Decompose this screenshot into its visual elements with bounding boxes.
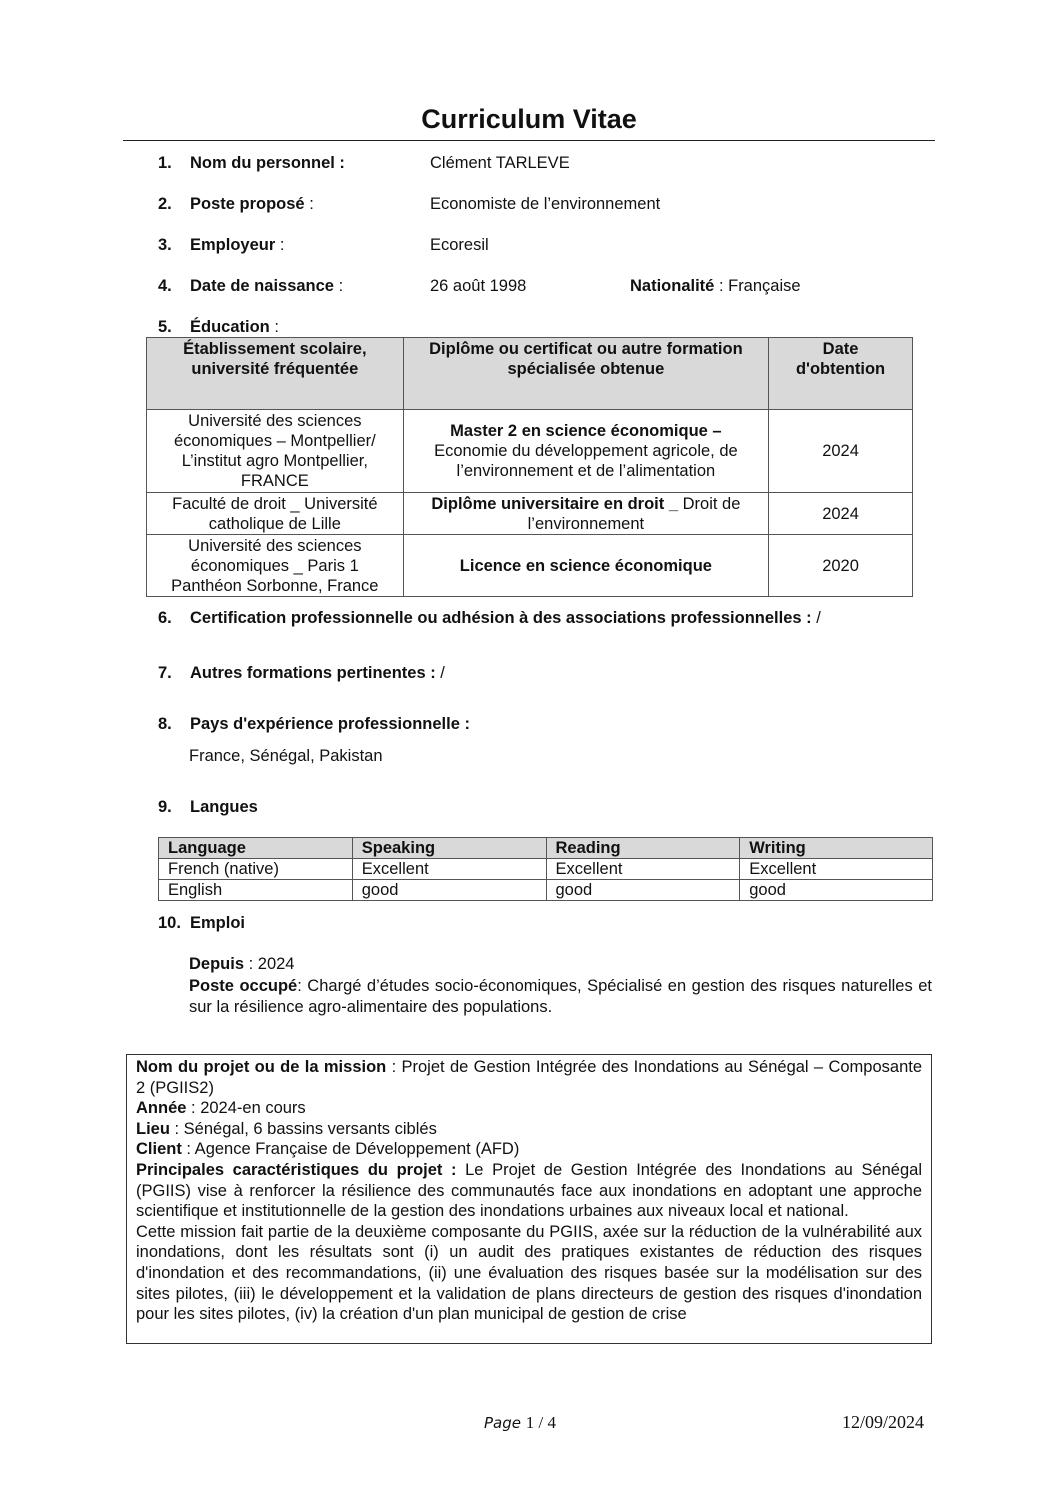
education-table — [146, 337, 913, 597]
cell-school: Université des sciences économiques – Montpellier/ L’institut agro Montpellier, FRANCE — [147, 410, 404, 493]
languages-table — [158, 837, 933, 901]
document-title: Curriculum Vitae — [421, 104, 637, 134]
section-number: 5. — [158, 318, 172, 336]
header-speaking: Speaking — [352, 838, 546, 859]
project-box — [126, 1054, 932, 1344]
section-number: 7. — [158, 664, 172, 682]
cell-school: Université des sciences économiques _ Paris 1 Panthéon Sorbonne, France — [147, 535, 404, 597]
field-label-birthdate: Date de naissance : — [190, 277, 344, 295]
field-number: 2. — [158, 195, 172, 213]
page-number: Page 1 / 4 — [484, 1413, 557, 1432]
countries-value: France, Sénégal, Pakistan — [189, 747, 383, 765]
section-number: 10. — [158, 914, 181, 932]
section-title-employment: Emploi — [190, 914, 246, 932]
cell-writing: good — [740, 880, 933, 901]
project-mission: Cette mission fait partie de la deuxième composante du PGIIS, axée sur la réduction de la vulnérabilité aux inondations, dont les résultats sont (i) un audit des pratiques existantes de réduction des risques d'inondation et des recommandations, (ii) une évaluation des risques basée sur la modélisation sur des sites pilotes, (iii) le développement et la validation de plans directeurs de gestion des risques d'inondation pour les sites pilotes, (iv) la création d'un plan municipal de gestion de crise — [136, 1222, 922, 1324]
employment-position: Poste occupé: Chargé d’études socio-économiques, Spécialisé en gestion des risques naturelles et sur la résilience agro-alimentaire des populations. — [189, 977, 932, 1016]
table-row — [147, 535, 913, 597]
section-number: 9. — [158, 798, 172, 816]
project-name: Nom du projet ou de la mission : Projet de Gestion Intégrée des Inondations au Sénégal – Composante 2 (PGIIS2) — [136, 1058, 923, 1097]
languages-table-header — [159, 838, 933, 859]
cell-speaking: good — [352, 880, 546, 901]
cell-diploma: Licence en science économique — [403, 535, 768, 597]
cell-date: 2024 — [769, 410, 913, 493]
header-school: Établissement scolaire, université fréquentée — [147, 338, 404, 410]
education-table-header — [147, 338, 913, 410]
table-row — [159, 880, 933, 901]
header-language: Language — [159, 838, 353, 859]
field-label-employer: Employeur : — [190, 236, 285, 254]
section-title-education: Éducation : — [190, 318, 279, 336]
header-diploma: Diplôme ou certificat ou autre formation spécialisée obtenue — [403, 338, 768, 410]
section-number: 8. — [158, 715, 172, 733]
field-value-position: Economiste de l’environnement — [430, 195, 661, 213]
cell-language: English — [159, 880, 353, 901]
field-value-name: Clément TARLEVE — [430, 154, 570, 172]
field-number: 3. — [158, 236, 172, 254]
cell-reading: good — [546, 880, 740, 901]
table-row — [159, 859, 933, 880]
cell-speaking: Excellent — [352, 859, 546, 880]
section-title-languages: Langues — [190, 798, 258, 816]
cell-date: 2024 — [769, 493, 913, 535]
field-nationality: Nationalité : Française — [630, 277, 801, 295]
project-features: Principales caractéristiques du projet : Le Projet de Gestion Intégrée des Inondations au Sénégal (PGIIS) vise à renforcer la résilience des communautés face aux inondations en adoptant une approche scientifique et institutionnelle de la gestion des inondations urbaines aux niveaux local et national. — [136, 1160, 922, 1221]
cell-school: Faculté de droit _ Université catholique de Lille — [147, 493, 404, 535]
section-title-countries: Pays d'expérience professionnelle : — [190, 715, 470, 733]
table-row — [147, 410, 913, 493]
field-number: 1. — [158, 154, 172, 172]
footer-date: 12/09/2024 — [842, 1412, 925, 1432]
cell-reading: Excellent — [546, 859, 740, 880]
cell-date: 2020 — [769, 535, 913, 597]
project-client: Client : Agence Française de Développement (AFD) — [136, 1140, 520, 1159]
title-divider — [123, 140, 935, 141]
section-title-certification: Certification professionnelle ou adhésion à des associations professionnelles : / — [190, 609, 821, 627]
field-label-name: Nom du personnel : — [190, 154, 345, 172]
project-year: Année : 2024-en cours — [136, 1099, 306, 1118]
field-number: 4. — [158, 277, 172, 295]
field-label-position: Poste proposé : — [190, 195, 314, 213]
header-reading: Reading — [546, 838, 740, 859]
table-row — [147, 493, 913, 535]
header-date: Date d'obtention — [769, 338, 913, 410]
cell-diploma: Diplôme universitaire en droit _ Droit de l’environnement — [403, 493, 768, 535]
field-value-employer: Ecoresil — [430, 236, 489, 254]
section-number: 6. — [158, 609, 172, 627]
cell-diploma: Master 2 en science économique – Economie du développement agricole, de l’environnement et de l’alimentation — [403, 410, 768, 493]
cell-language: French (native) — [159, 859, 353, 880]
header-writing: Writing — [740, 838, 933, 859]
cell-writing: Excellent — [740, 859, 933, 880]
employment-since: Depuis : 2024 — [189, 955, 295, 973]
project-place: Lieu : Sénégal, 6 bassins versants ciblés — [136, 1119, 437, 1138]
field-value-birthdate: 26 août 1998 — [430, 277, 527, 295]
section-title-other-training: Autres formations pertinentes : / — [190, 664, 445, 682]
